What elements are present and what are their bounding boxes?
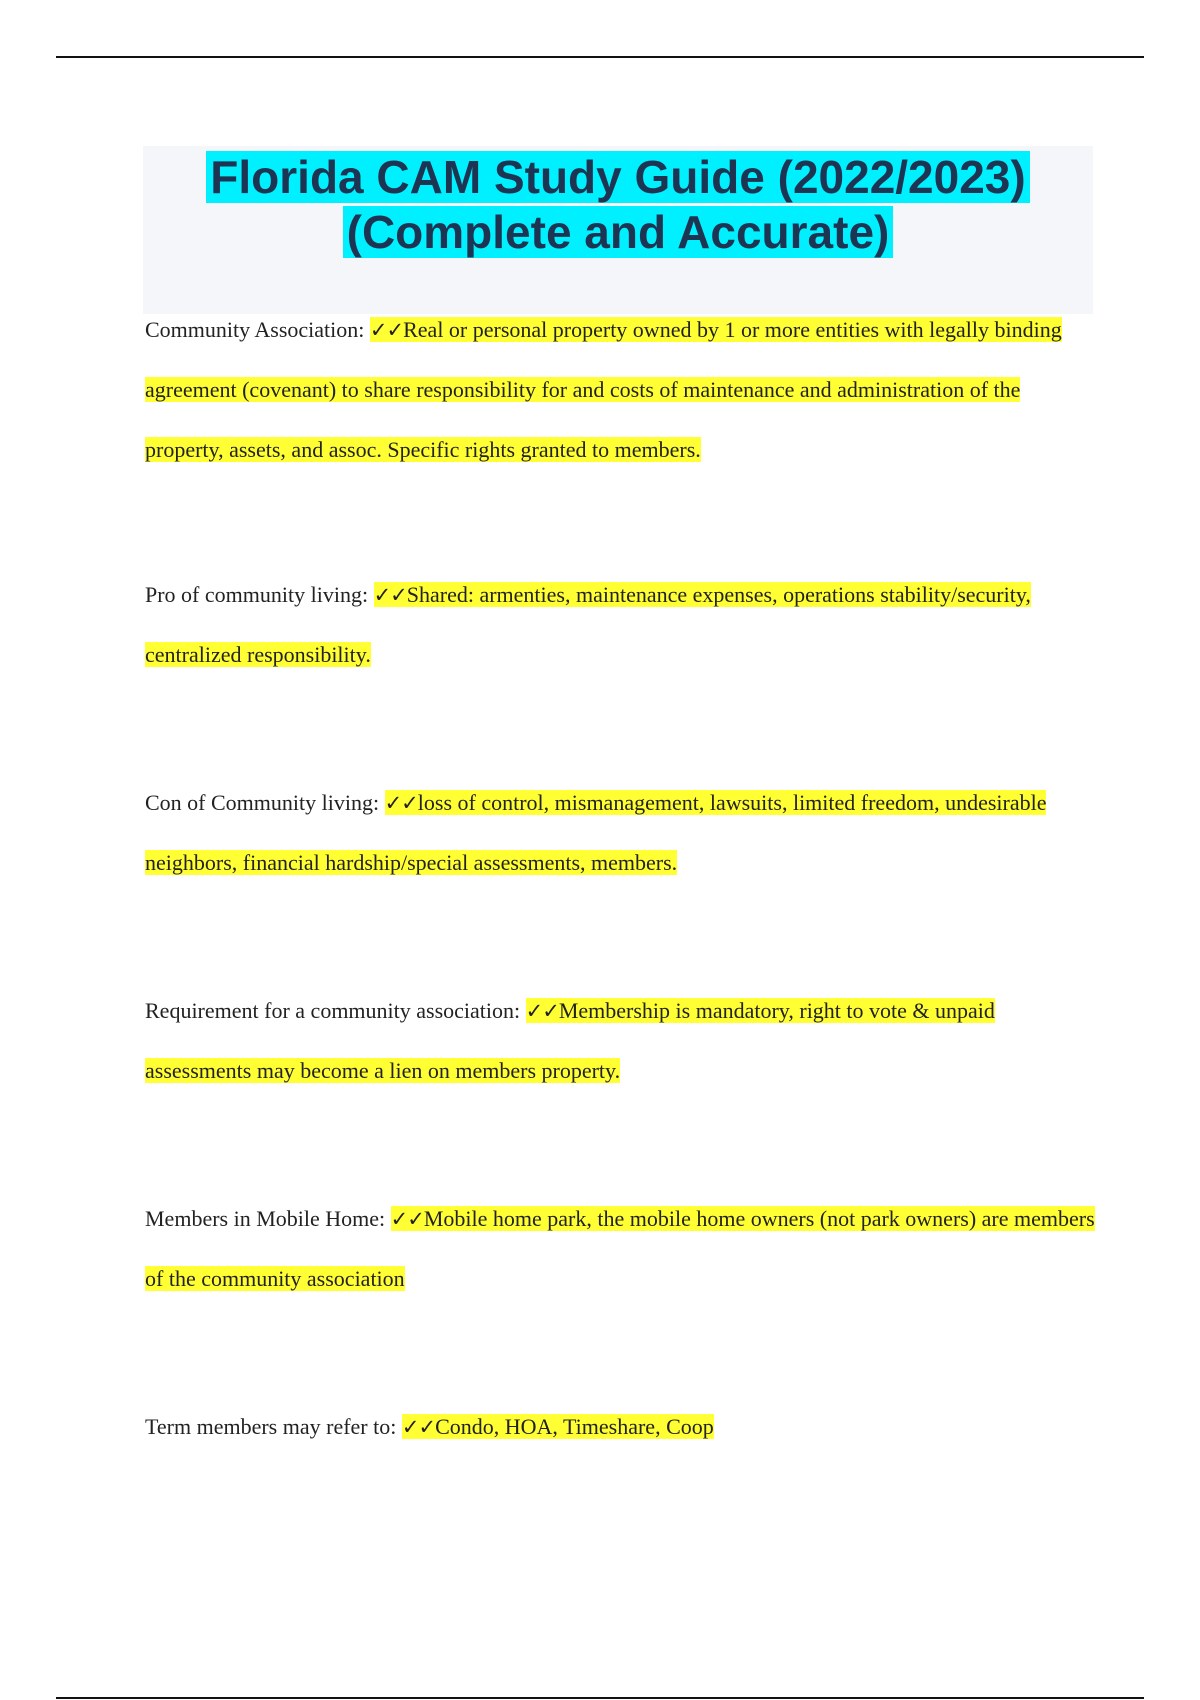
entry-requirement-community-association [145,981,1095,1101]
document-title-line-1: Florida CAM Study Guide (2022/2023) [143,150,1093,205]
entry-community-association [145,300,1095,480]
entry-pro-community-living [145,565,1095,685]
entry-definition: Real or personal property owned by 1 or more entities with legally binding agreement (covenant) to share responsibility for and costs of maintenance and administration of the property, assets, and assoc. Specific rights granted to members. [145,317,1062,462]
entry-definition: loss of control, mismanagement, lawsuits, limited freedom, undesirable neighbors, financial hardship/special assessments, members. [145,790,1047,875]
entry-con-community-living [145,773,1095,893]
entry-definition: Shared: armenties, maintenance expenses, operations stability/security, centralized responsibility. [145,582,1031,667]
double-check-icon: ✓✓ [369,318,404,342]
double-check-icon: ✓✓ [373,583,407,607]
double-check-icon: ✓✓ [384,791,418,815]
entry-term: Members in Mobile Home: [145,1206,386,1231]
title-block [143,146,1093,314]
entry-term-members-refer [145,1397,1095,1457]
bottom-rule [56,1697,1144,1699]
entry-term: Community Association: [145,317,365,342]
entry-definition-highlight [402,1414,714,1439]
entry-term: Con of Community living: [145,790,380,815]
entry-definition: Mobile home park, the mobile home owners (not park owners) are members of the community association [145,1206,1095,1291]
top-rule [56,56,1144,58]
double-check-icon: ✓✓ [401,1415,436,1439]
entry-definition: Condo, HOA, Timeshare, Coop [435,1414,714,1439]
entry-definition: Membership is mandatory, right to vote & unpaid assessments may become a lien on members property. [145,998,995,1083]
entry-term: Requirement for a community association: [145,998,521,1023]
entry-term: Term members may refer to: [145,1414,397,1439]
document-title-line-2: (Complete and Accurate) [143,205,1093,260]
entry-term: Pro of community living: [145,582,369,607]
double-check-icon: ✓✓ [525,999,559,1023]
double-check-icon: ✓✓ [390,1207,424,1231]
entry-members-mobile-home [145,1189,1095,1309]
